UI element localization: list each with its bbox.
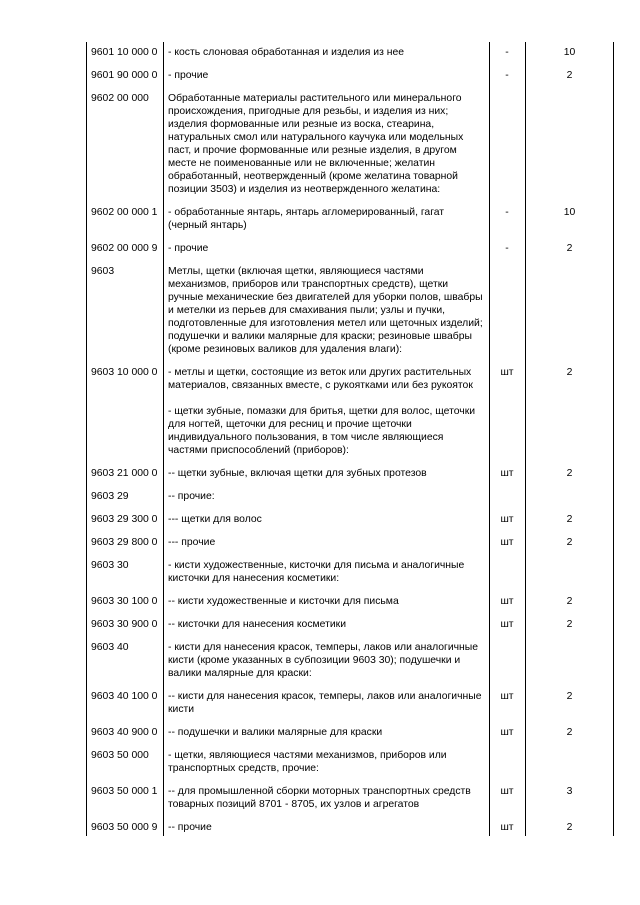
unit-cell: - xyxy=(505,243,509,254)
duty-rate-cell xyxy=(525,641,614,680)
duty-rate-cell xyxy=(525,92,614,196)
unit-cell xyxy=(489,559,525,585)
table-row xyxy=(86,726,614,739)
description-cell xyxy=(163,206,489,232)
unit-cell xyxy=(489,490,525,503)
description-cell xyxy=(163,536,489,549)
description-cell xyxy=(163,265,489,356)
unit-cell: - xyxy=(505,47,509,58)
hs-code-cell: 9603 40 100 0 xyxy=(91,691,158,702)
duty-rate-cell: 2 xyxy=(566,367,573,378)
description-text: -- прочие xyxy=(168,822,212,833)
table-row xyxy=(86,265,614,356)
hs-code-cell: 9602 00 000 9 xyxy=(91,243,158,254)
tariff-table xyxy=(86,42,614,836)
duty-rate-cell: 2 xyxy=(566,468,573,479)
hs-code-cell: 9603 29 800 0 xyxy=(91,537,158,548)
description-cell xyxy=(163,785,489,811)
hs-code-cell: 9603 30 xyxy=(91,560,129,571)
duty-rate-cell: 2 xyxy=(566,514,573,525)
description-cell xyxy=(163,595,489,608)
duty-rate-cell xyxy=(525,559,614,585)
table-body xyxy=(86,46,614,834)
description-text: Метлы, щетки (включая щетки, являющиеся частями механизмов, приборов или транспортных средств), щетки ручные механические без двигателей для уборки полов, швабры и метелки из перьев для смахивания пыли; узлы и пучки, подготовленные для изготовления метел или щеточных изделий; подушечки и валики малярные для краски; резиновые швабры (кроме резиновых валиков для удаления влаги): xyxy=(168,266,483,355)
description-text: - прочие xyxy=(168,70,209,81)
hs-code-cell: 9603 30 100 0 xyxy=(91,596,158,607)
unit-cell xyxy=(489,92,525,196)
description-cell xyxy=(163,490,489,503)
table-row xyxy=(86,46,614,59)
table-row xyxy=(86,641,614,680)
unit-cell: шт xyxy=(500,367,514,378)
unit-cell: шт xyxy=(500,514,514,525)
unit-cell xyxy=(489,641,525,680)
table-row xyxy=(86,618,614,631)
duty-rate-cell: 3 xyxy=(566,786,573,797)
description-cell xyxy=(163,467,489,480)
hs-code-cell: 9603 50 000 xyxy=(91,750,149,761)
duty-rate-cell: 2 xyxy=(566,619,573,630)
unit-cell: шт xyxy=(500,691,514,702)
hs-code-cell: 9603 29 xyxy=(91,491,129,502)
description-cell xyxy=(163,726,489,739)
hs-code-cell: 9603 29 300 0 xyxy=(91,514,158,525)
description-cell xyxy=(163,821,489,834)
hs-code-cell: 9603 10 000 0 xyxy=(91,367,158,378)
duty-rate-cell xyxy=(525,749,614,775)
description-text: --- прочие xyxy=(168,537,216,548)
table-row xyxy=(86,690,614,716)
hs-code-cell: 9603 30 900 0 xyxy=(91,619,158,630)
description-text: -- прочие: xyxy=(168,491,215,502)
description-text: - прочие xyxy=(168,243,209,254)
duty-rate-cell: 2 xyxy=(566,691,573,702)
duty-rate-cell xyxy=(525,265,614,356)
table-row xyxy=(86,821,614,834)
description-text: --- щетки для волос xyxy=(168,514,262,525)
unit-cell: шт xyxy=(500,822,514,833)
description-text: -- кисти для нанесения красок, темперы, лаков или аналогичные кисти xyxy=(168,691,482,715)
duty-rate-cell: 2 xyxy=(566,727,573,738)
duty-rate-cell: 2 xyxy=(566,243,573,254)
unit-cell: шт xyxy=(500,537,514,548)
duty-rate-cell xyxy=(525,490,614,503)
description-text: Обработанные материалы растительного или минерального происхождения, пригодные для резьбы, и изделия из них; изделия формованные или резные из воска, стеарина, натуральных смол или натурального каучука или модельных паст, и прочие формованные или резные изделия, в другом месте не поименованные или не включенные; желатин обработанный, неотвержденный (кроме желатина товарной позиции 3503) и изделия из неотвержденного желатина: xyxy=(168,93,464,195)
description-cell xyxy=(163,46,489,59)
unit-cell: шт xyxy=(500,596,514,607)
description-text: - кисти художественные, кисточки для письма и аналогичные кисточки для нанесения косметики: xyxy=(168,560,465,584)
table-row xyxy=(86,536,614,549)
description-cell xyxy=(163,559,489,585)
description-cell xyxy=(163,366,489,457)
hs-code-cell: 9601 10 000 0 xyxy=(91,47,158,58)
duty-rate-cell: 10 xyxy=(563,47,576,58)
unit-cell xyxy=(489,749,525,775)
hs-code-cell: 9602 00 000 xyxy=(91,93,149,104)
description-cell xyxy=(163,513,489,526)
table-row xyxy=(86,242,614,255)
duty-rate-cell: 2 xyxy=(566,70,573,81)
description-cell xyxy=(163,641,489,680)
table-row xyxy=(86,92,614,196)
hs-code-cell: 9603 40 900 0 xyxy=(91,727,158,738)
description-text: - щетки зубные, помазки для бритья, щетки для волос, щеточки для ногтей, щеточки для ресниц и прочие щеточки индивидуального пользования, в том числе являющиеся частями приспособлений (приборов): xyxy=(168,406,476,456)
hs-code-cell: 9603 50 000 9 xyxy=(91,822,158,833)
hs-code-cell: 9603 50 000 1 xyxy=(91,786,158,797)
table-row xyxy=(86,366,614,457)
unit-cell: шт xyxy=(500,786,514,797)
hs-code-cell: 9603 21 000 0 xyxy=(91,468,158,479)
description-cell xyxy=(163,749,489,775)
duty-rate-cell: 10 xyxy=(563,207,576,218)
description-cell xyxy=(163,92,489,196)
description-text: - метлы и щетки, состоящие из веток или других растительных материалов, связанных вместе, с рукоятками или без рукояток xyxy=(168,367,473,391)
table-row xyxy=(86,559,614,585)
description-text: -- кисточки для нанесения косметики xyxy=(168,619,347,630)
description-text: - обработанные янтарь, янтарь агломерированный, гагат (черный янтарь) xyxy=(168,207,445,231)
table-row xyxy=(86,595,614,608)
description-cell xyxy=(163,242,489,255)
description-cell xyxy=(163,618,489,631)
description-text: - кость слоновая обработанная и изделия из нее xyxy=(168,47,405,58)
duty-rate-cell: 2 xyxy=(566,822,573,833)
table-row xyxy=(86,206,614,232)
description-text: -- щетки зубные, включая щетки для зубных протезов xyxy=(168,468,427,479)
description-text: - щетки, являющиеся частями механизмов, приборов или транспортных средств, прочие: xyxy=(168,750,447,774)
table-row xyxy=(86,513,614,526)
duty-rate-cell: 2 xyxy=(566,596,573,607)
hs-code-cell: 9601 90 000 0 xyxy=(91,70,158,81)
unit-cell: - xyxy=(505,70,509,81)
unit-cell: - xyxy=(505,207,509,218)
table-row xyxy=(86,749,614,775)
table-row xyxy=(86,467,614,480)
unit-cell: шт xyxy=(500,727,514,738)
hs-code-cell: 9603 40 xyxy=(91,642,129,653)
unit-cell: шт xyxy=(500,619,514,630)
hs-code-cell: 9602 00 000 1 xyxy=(91,207,158,218)
description-cell xyxy=(163,690,489,716)
description-text: -- кисти художественные и кисточки для письма xyxy=(168,596,399,607)
table-row xyxy=(86,490,614,503)
hs-code-cell: 9603 xyxy=(91,266,115,277)
description-text: -- для промышленной сборки моторных транспортных средств товарных позиций 8701 - 8705, их узлов и агрегатов xyxy=(168,786,471,810)
unit-cell xyxy=(489,265,525,356)
description-cell xyxy=(163,69,489,82)
table-row xyxy=(86,785,614,811)
unit-cell: шт xyxy=(500,468,514,479)
description-text: -- подушечки и валики малярные для краски xyxy=(168,727,383,738)
duty-rate-cell: 2 xyxy=(566,537,573,548)
description-text: - кисти для нанесения красок, темперы, лаков или аналогичные кисти (кроме указанных в субпозиции 9603 30); подушечки и валики малярные для краски: xyxy=(168,642,479,679)
table-row xyxy=(86,69,614,82)
